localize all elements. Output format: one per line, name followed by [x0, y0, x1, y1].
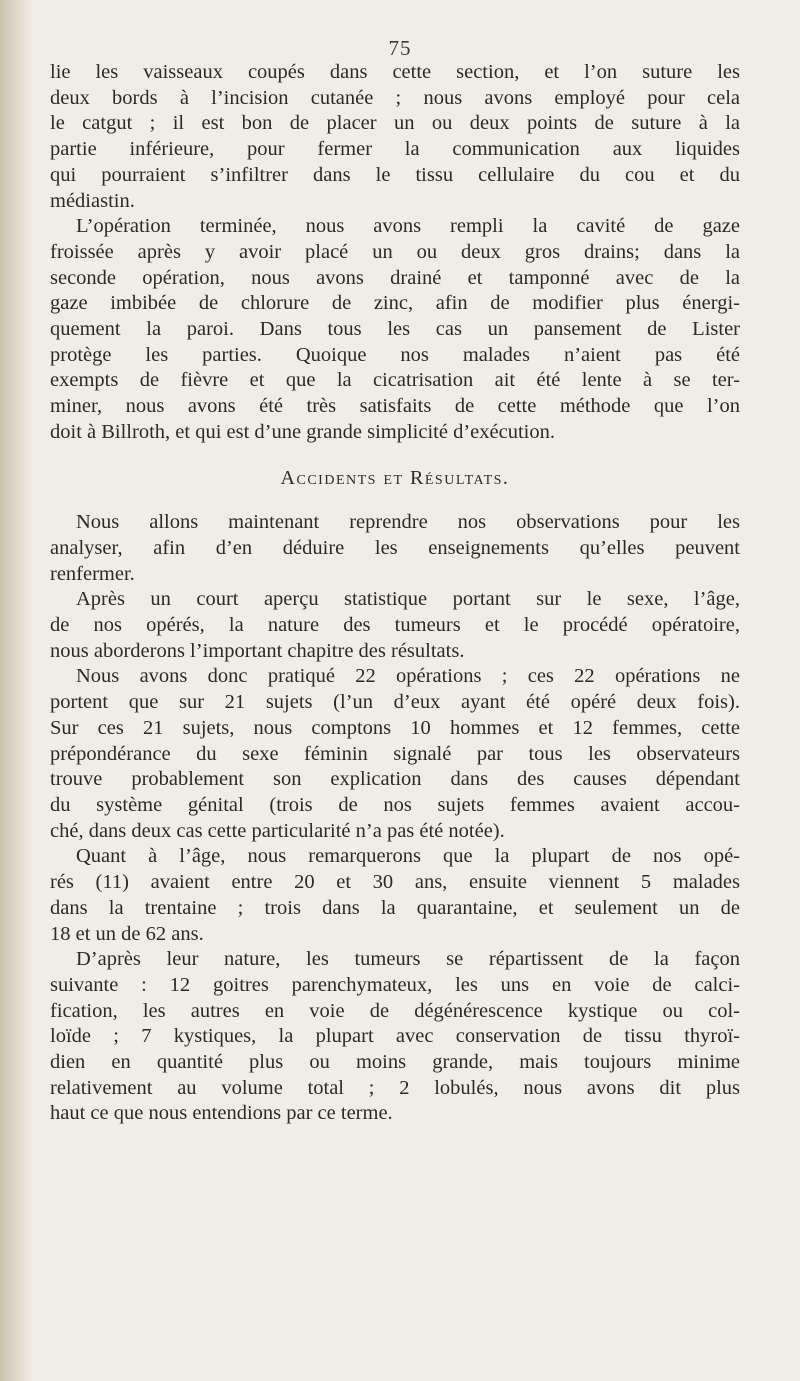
section-heading: Accidents et Résultats.: [280, 466, 510, 489]
text-line: froissée après y avoir placé un ou deux gros drains; dans la: [50, 240, 740, 263]
page-binding-shadow: [0, 0, 34, 1381]
text-line: 18 et un de 62 ans.: [50, 922, 204, 945]
text-line: quement la paroi. Dans tous les cas un pansement de Lister: [50, 318, 740, 341]
text-line: analyser, afin d’en déduire les enseignements qu’elles peuvent: [50, 536, 740, 559]
page-number: 75: [388, 36, 412, 60]
text-line: du système génital (trois de nos sujets femmes avaient accou-: [50, 793, 740, 816]
text-line: qui pourraient s’infiltrer dans le tissu cellulaire du cou et du: [50, 163, 740, 186]
text-line: suivante : 12 goitres parenchymateux, les uns en voie de calci-: [50, 973, 740, 996]
text-line: Nous avons donc pratiqué 22 opérations ; ces 22 opérations ne: [76, 665, 740, 688]
text-line: prépondérance du sexe féminin signalé par tous les observateurs: [50, 742, 740, 765]
text-line: trouve probablement son explication dans des causes dépendant: [50, 768, 740, 791]
text-line: de nos opérés, la nature des tumeurs et le procédé opératoire,: [50, 614, 740, 637]
text-line: L’opération terminée, nous avons rempli la cavité de gaze: [76, 215, 740, 238]
text-line: haut ce que nous entendions par ce terme.: [50, 1102, 393, 1125]
text-line: le catgut ; il est bon de placer un ou deux points de suture à la: [50, 112, 740, 135]
text-line: Après un court aperçu statistique portant sur le sexe, l’âge,: [76, 588, 740, 611]
text-line: partie inférieure, pour fermer la communication aux liquides: [50, 138, 740, 161]
text-line: dien en quantité plus ou moins grande, mais toujours minime: [50, 1051, 740, 1074]
text-line: rés (11) avaient entre 20 et 30 ans, ensuite viennent 5 malades: [50, 871, 740, 894]
text-line: miner, nous avons été très satisfaits de cette méthode que l’on: [50, 395, 740, 418]
text-line: portent que sur 21 sujets (l’un d’eux ayant été opéré deux fois).: [50, 691, 740, 714]
text-line: lie les vaisseaux coupés dans cette section, et l’on suture les: [50, 61, 740, 83]
text-line: deux bords à l’incision cutanée ; nous avons employé pour cela: [50, 86, 740, 109]
text-line: dans la trentaine ; trois dans la quarantaine, et seulement un de: [50, 896, 740, 919]
text-line: relativement au volume total ; 2 lobulés, nous avons dit plus: [50, 1076, 740, 1099]
text-line: gaze imbibée de chlorure de zinc, afin de modifier plus énergi-: [50, 292, 740, 315]
text-line: protège les parties. Quoique nos malades n’aient pas été: [50, 343, 740, 366]
text-line: doit à Billroth, et qui est d’une grande simplicité d’exécution.: [50, 420, 555, 443]
text-line: Nous allons maintenant reprendre nos observations pour les: [76, 511, 740, 534]
text-line: fication, les autres en voie de dégénérescence kystique ou col-: [50, 999, 740, 1022]
text-line: renfermer.: [50, 562, 135, 585]
text-line: nous aborderons l’important chapitre des résultats.: [50, 639, 465, 662]
text-line: Sur ces 21 sujets, nous comptons 10 hommes et 12 femmes, cette: [50, 716, 740, 739]
text-line: médiastin.: [50, 189, 135, 212]
text-line: exempts de fièvre et que la cicatrisation ait été lente à se ter-: [50, 369, 740, 392]
text-line: seconde opération, nous avons drainé et tamponné avec de la: [50, 266, 740, 289]
text-line: ché, dans deux cas cette particularité n’a pas été notée).: [50, 819, 505, 842]
text-line: Quant à l’âge, nous remarquerons que la plupart de nos opé-: [76, 845, 740, 868]
body-text: [50, 60, 740, 1127]
text-line: D’après leur nature, les tumeurs se répartissent de la façon: [76, 948, 740, 971]
text-line: loïde ; 7 kystiques, la plupart avec conservation de tissu thyroï-: [50, 1025, 740, 1048]
